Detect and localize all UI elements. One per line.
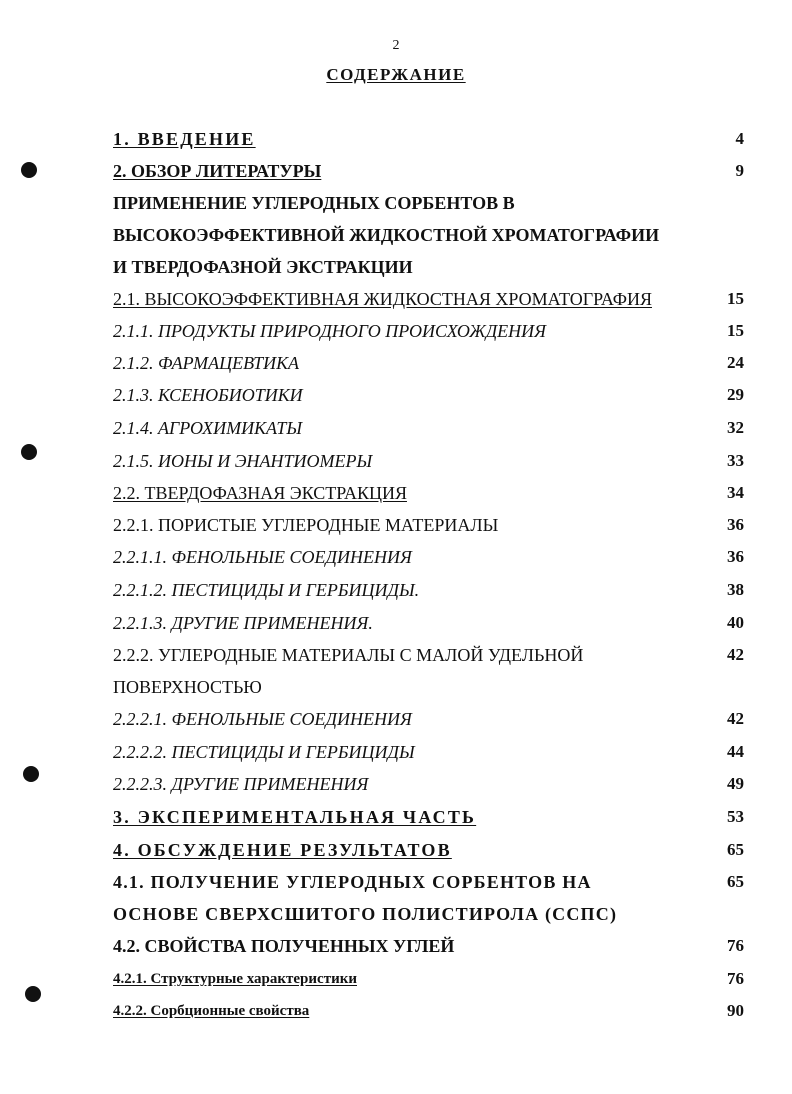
toc-entry[interactable] (0, 835, 792, 865)
toc-entry-page: 15 (727, 289, 744, 308)
toc-entry-page: 4 (735, 129, 744, 148)
toc-entry (0, 252, 792, 282)
toc-entry-title: ПРИМЕНЕНИЕ УГЛЕРОДНЫХ СОРБЕНТОВ В (113, 193, 515, 213)
toc-entry-title: 2.1.3. КСЕНОБИОТИКИ (113, 385, 303, 405)
toc-entry-title: 4.2.2. Сорбционные свойства (113, 1003, 310, 1019)
toc-entry-title: 3. ЭКСПЕРИМЕНТАЛЬНАЯ ЧАСТЬ (113, 807, 477, 827)
toc-entry[interactable] (0, 931, 792, 961)
toc-entry-title: 2.1.2. ФАРМАЦЕВТИКА (113, 353, 300, 373)
toc-entry (0, 899, 792, 929)
toc-entry-title: 4.1. ПОЛУЧЕНИЕ УГЛЕРОДНЫХ СОРБЕНТОВ НА (113, 872, 592, 892)
toc-entry-title: 4. ОБСУЖДЕНИЕ РЕЗУЛЬТАТОВ (113, 840, 452, 860)
toc-entry-page: 90 (727, 1001, 744, 1020)
toc-entry[interactable] (0, 704, 792, 734)
toc-entry-title: 2.2.1.3. ДРУГИЕ ПРИМЕНЕНИЯ. (113, 613, 373, 633)
toc-entry-page: 33 (727, 451, 744, 470)
page-number: 2 (392, 38, 400, 53)
toc-entry-page: 9 (735, 161, 744, 180)
toc-entry-page: 42 (727, 645, 744, 664)
toc-entry-title: 2.1.5. ИОНЫ И ЭНАНТИОМЕРЫ (113, 451, 373, 471)
toc-entry-title: 2.1.4. АГРОХИМИКАТЫ (113, 418, 303, 438)
toc-entry[interactable] (0, 867, 792, 897)
toc-entry-page: 36 (727, 515, 744, 534)
toc-entry[interactable] (0, 316, 792, 346)
toc-entry-title: 4.2.1. Структурные характеристики (113, 971, 357, 987)
toc-entry[interactable] (0, 156, 792, 186)
toc-entry[interactable] (0, 575, 792, 605)
page-title-text: СОДЕРЖАНИЕ (326, 65, 466, 84)
toc-entry-title: 2.2.2.2. ПЕСТИЦИДЫ И ГЕРБИЦИДЫ (113, 742, 415, 762)
toc-entry-page: 40 (727, 613, 744, 632)
toc-entry[interactable] (0, 380, 792, 410)
toc-entry-title: 2. ОБЗОР ЛИТЕРАТУРЫ (113, 161, 322, 181)
toc-entry-page: 32 (727, 418, 744, 437)
toc-entry-page: 34 (727, 483, 744, 502)
toc-entry[interactable] (0, 284, 792, 314)
toc-entry[interactable] (0, 413, 792, 443)
toc-entry[interactable] (0, 737, 792, 767)
toc-entry-title: 2.1.1. ПРОДУКТЫ ПРИРОДНОГО ПРОИСХОЖДЕНИЯ (113, 321, 546, 341)
toc-entry-page: 29 (727, 385, 744, 404)
toc-entry-title: 1. ВВЕДЕНИЕ (113, 129, 256, 149)
toc-entry-page: 36 (727, 547, 744, 566)
toc-entry-title: 4.2. СВОЙСТВА ПОЛУЧЕННЫХ УГЛЕЙ (113, 936, 455, 956)
toc-entry-page: 44 (727, 742, 744, 761)
toc-entry (0, 672, 792, 702)
toc-entry[interactable] (0, 446, 792, 476)
toc-entry-title: 2.2.2. УГЛЕРОДНЫЕ МАТЕРИАЛЫ С МАЛОЙ УДЕЛЬНОЙ (113, 645, 584, 665)
toc-entry-page: 24 (727, 353, 744, 372)
toc-entry[interactable] (0, 542, 792, 572)
toc-entry[interactable] (0, 608, 792, 638)
toc-entry-page: 65 (727, 840, 744, 859)
toc-entry[interactable] (0, 802, 792, 832)
toc-entry-title: ПОВЕРХНОСТЬЮ (113, 677, 262, 697)
toc-entry-title: 2.2. ТВЕРДОФАЗНАЯ ЭКСТРАКЦИЯ (113, 483, 407, 503)
toc-entry[interactable] (0, 348, 792, 378)
toc-entry[interactable] (0, 996, 792, 1026)
toc-entry-title: ОСНОВЕ СВЕРХСШИТОГО ПОЛИСТИРОЛА (ССПС) (113, 904, 618, 924)
toc-entry-title: 2.2.1.2. ПЕСТИЦИДЫ И ГЕРБИЦИДЫ. (113, 580, 420, 600)
toc-entry-title: 2.1. ВЫСОКОЭФФЕКТИВНАЯ ЖИДКОСТНАЯ ХРОМАТОГРАФИЯ (113, 289, 652, 309)
toc-entry-page: 76 (727, 969, 744, 988)
toc-entry[interactable] (0, 769, 792, 799)
toc-entry-page: 42 (727, 709, 744, 728)
toc-entry-page: 49 (727, 774, 744, 793)
page-title (0, 65, 792, 85)
toc-entry (0, 188, 792, 218)
toc-entry-title: И ТВЕРДОФАЗНОЙ ЭКСТРАКЦИИ (113, 257, 413, 277)
toc-entry-page: 15 (727, 321, 744, 340)
toc-entry-title: 2.2.1. ПОРИСТЫЕ УГЛЕРОДНЫЕ МАТЕРИАЛЫ (113, 515, 499, 535)
toc-entry-title: 2.2.2.1. ФЕНОЛЬНЫЕ СОЕДИНЕНИЯ (113, 709, 412, 729)
toc-entry-page: 65 (727, 872, 744, 891)
toc-entry[interactable] (0, 964, 792, 994)
toc-entry[interactable] (0, 124, 792, 154)
toc-entry-title: 2.2.2.3. ДРУГИЕ ПРИМЕНЕНИЯ (113, 774, 369, 794)
toc-entry-page: 76 (727, 936, 744, 955)
toc-entry[interactable] (0, 640, 792, 670)
toc-entry (0, 220, 792, 250)
toc-entry-title: 2.2.1.1. ФЕНОЛЬНЫЕ СОЕДИНЕНИЯ (113, 547, 412, 567)
toc-entry-title: ВЫСОКОЭФФЕКТИВНОЙ ЖИДКОСТНОЙ ХРОМАТОГРАФИИ (113, 225, 660, 245)
toc-entry-page: 38 (727, 580, 744, 599)
toc-entry-page: 53 (727, 807, 744, 826)
toc-entry[interactable] (0, 510, 792, 540)
toc-entry[interactable] (0, 478, 792, 508)
